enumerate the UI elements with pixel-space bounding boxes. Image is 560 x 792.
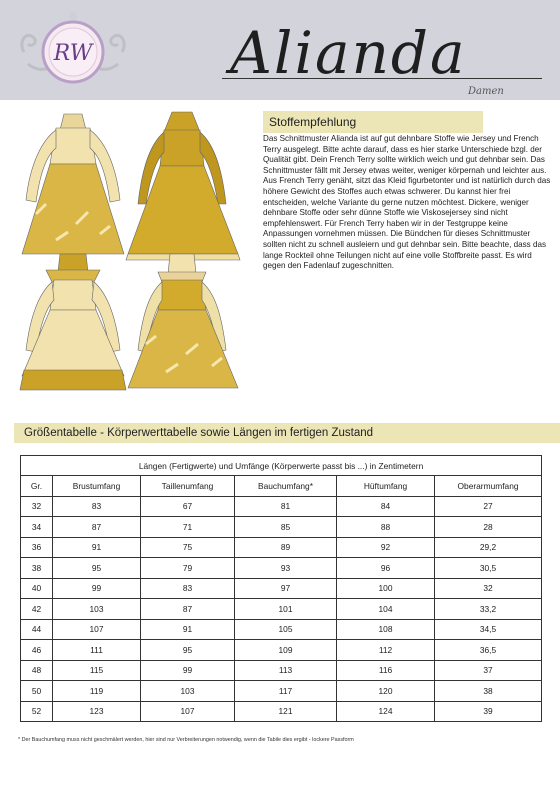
- stoff-text: Das Schnittmuster Alianda ist auf gut dehnbare Stoffe wie Jersey und French Terry ausgelegt. Bitte achte darauf, dass es hier starke Unterschiede bzgl. der Qualität gibt. Dein French Terry sollte wirklich weich und gut dehnbar sein. Das Schnittmuster fällt mit Jersey etwas weiter, weniger körpernah und leichter aus. Aus French Terry genäht, sitzt das Kleid figurbetonter und ist natürlich durch das höhere Gewicht des Stoffes auch etwas schwerer. Du kannst hier frei entscheiden, welche Variante du gerne nutzen möchtest. Dickere, weniger dehnbare Stoffe oder sehr dünne Stoffe wie Viskosejersey sind nicht empfehlenswert. Für French Terry haben wir in der Testgruppe keine Anpassungen vornehmen müssen. Die Bündchen für dieses Schnittmuster sollten nicht zu schnell ausleiern und gut dehnbar sein. Bitte beachte, dass das lange Rockteil ohne Teilungen nicht auf eine volle Stoffbreite passt. Es wird gegen den Fadenlauf zugeschnitten.: [263, 134, 551, 271]
- value-cell: 111: [53, 640, 141, 661]
- column-header: Gr.: [21, 476, 53, 497]
- size-cell: 48: [21, 660, 53, 681]
- size-cell: 36: [21, 537, 53, 558]
- column-header: Taillenumfang: [141, 476, 235, 497]
- value-cell: 113: [235, 660, 337, 681]
- value-cell: 30,5: [435, 558, 542, 579]
- value-cell: 92: [337, 537, 435, 558]
- size-cell: 44: [21, 619, 53, 640]
- value-cell: 88: [337, 517, 435, 538]
- table-caption-row: [21, 456, 542, 476]
- size-cell: 34: [21, 517, 53, 538]
- value-cell: 81: [235, 496, 337, 517]
- value-cell: 103: [53, 599, 141, 620]
- value-cell: 121: [235, 701, 337, 722]
- table-row: [21, 599, 542, 620]
- value-cell: 87: [141, 599, 235, 620]
- stoff-title: Stoffempfehlung: [263, 111, 483, 133]
- brand-title: Alianda: [230, 19, 467, 87]
- value-cell: 107: [53, 619, 141, 640]
- value-cell: 97: [235, 578, 337, 599]
- table-caption: Längen (Fertigwerte) und Umfänge (Körperwerte passt bis ...) in Zentimetern: [21, 456, 542, 476]
- table-row: [21, 496, 542, 517]
- value-cell: 96: [337, 558, 435, 579]
- value-cell: 71: [141, 517, 235, 538]
- value-cell: 91: [141, 619, 235, 640]
- value-cell: 109: [235, 640, 337, 661]
- value-cell: 104: [337, 599, 435, 620]
- value-cell: 34,5: [435, 619, 542, 640]
- size-cell: 46: [21, 640, 53, 661]
- table-row: [21, 681, 542, 702]
- value-cell: 119: [53, 681, 141, 702]
- table-row: [21, 701, 542, 722]
- value-cell: 99: [141, 660, 235, 681]
- value-cell: 116: [337, 660, 435, 681]
- value-cell: 117: [235, 681, 337, 702]
- logo-icon: [18, 8, 128, 92]
- value-cell: 32: [435, 578, 542, 599]
- size-table: [20, 455, 542, 722]
- value-cell: 79: [141, 558, 235, 579]
- value-cell: 91: [53, 537, 141, 558]
- value-cell: 75: [141, 537, 235, 558]
- header-band: [0, 0, 560, 100]
- table-row: [21, 578, 542, 599]
- table-row: [21, 640, 542, 661]
- value-cell: 105: [235, 619, 337, 640]
- value-cell: 39: [435, 701, 542, 722]
- value-cell: 103: [141, 681, 235, 702]
- table-row: [21, 517, 542, 538]
- value-cell: 112: [337, 640, 435, 661]
- value-cell: 36,5: [435, 640, 542, 661]
- logo-text: RW: [53, 41, 93, 66]
- value-cell: 37: [435, 660, 542, 681]
- size-table-body: [21, 496, 542, 722]
- value-cell: 108: [337, 619, 435, 640]
- value-cell: 93: [235, 558, 337, 579]
- column-header: Hüftumfang: [337, 476, 435, 497]
- dress-illustration-2: [126, 112, 240, 260]
- table-row: [21, 660, 542, 681]
- value-cell: 115: [53, 660, 141, 681]
- value-cell: 83: [53, 496, 141, 517]
- column-header: Oberarmumfang: [435, 476, 542, 497]
- size-cell: 42: [21, 599, 53, 620]
- value-cell: 95: [141, 640, 235, 661]
- brand-subtitle: Damen: [468, 86, 504, 97]
- value-cell: 99: [53, 578, 141, 599]
- footnote: * Der Bauchumfang muss nicht geschmälert werden, hier sind nur Verbreiterungen notwendig, wenn die Tabile dies ergibt - lockere Passform: [18, 737, 354, 743]
- column-header: Brustumfang: [53, 476, 141, 497]
- table-row: [21, 619, 542, 640]
- value-cell: 27: [435, 496, 542, 517]
- size-cell: 52: [21, 701, 53, 722]
- dress-illustration-3: [20, 254, 126, 390]
- value-cell: 67: [141, 496, 235, 517]
- table-row: [21, 558, 542, 579]
- column-header: Bauchumfang*: [235, 476, 337, 497]
- value-cell: 33,2: [435, 599, 542, 620]
- value-cell: 100: [337, 578, 435, 599]
- value-cell: 83: [141, 578, 235, 599]
- dress-illustration-4: [128, 254, 238, 388]
- value-cell: 124: [337, 701, 435, 722]
- table-header-row: [21, 476, 542, 497]
- table-row: [21, 537, 542, 558]
- value-cell: 95: [53, 558, 141, 579]
- value-cell: 87: [53, 517, 141, 538]
- dress-illustration-1: [22, 114, 124, 254]
- value-cell: 29,2: [435, 537, 542, 558]
- value-cell: 120: [337, 681, 435, 702]
- value-cell: 84: [337, 496, 435, 517]
- size-cell: 40: [21, 578, 53, 599]
- size-cell: 50: [21, 681, 53, 702]
- value-cell: 85: [235, 517, 337, 538]
- size-cell: 38: [21, 558, 53, 579]
- size-section-title: Größentabelle - Körperwerttabelle sowie Längen im fertigen Zustand: [14, 423, 560, 443]
- value-cell: 101: [235, 599, 337, 620]
- value-cell: 107: [141, 701, 235, 722]
- size-cell: 32: [21, 496, 53, 517]
- value-cell: 123: [53, 701, 141, 722]
- value-cell: 89: [235, 537, 337, 558]
- dress-illustrations: [16, 104, 246, 394]
- value-cell: 38: [435, 681, 542, 702]
- value-cell: 28: [435, 517, 542, 538]
